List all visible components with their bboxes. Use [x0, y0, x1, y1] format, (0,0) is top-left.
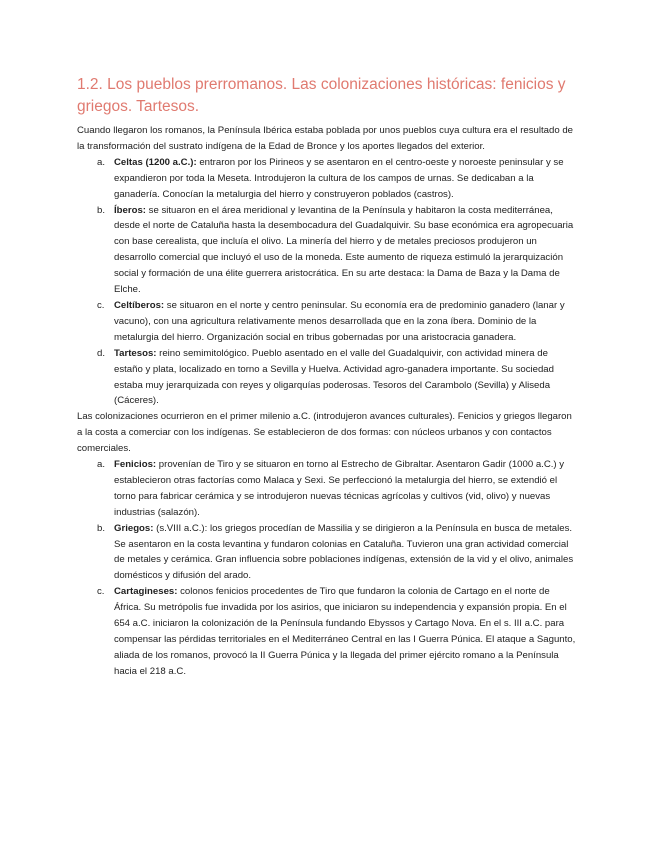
list-text: provenían de Tiro y se situaron en torno al Estrecho de Gibraltar. Asentaron Gadir (1000 a.C.) y establecieron otras factorías como Malaca y Sexi. Se perfeccionó la metalurgia del hierro, se extendió el torno para fabricar cerámica y se introdujeron nuevas técnicas agrícolas y cultivos (vid, olivo) y nuevas industrias (salazón).	[114, 459, 565, 518]
list-marker: d.	[97, 347, 106, 359]
peoples-list	[77, 155, 579, 410]
list-marker: a.	[97, 156, 106, 168]
list-text: reino semimitológico. Pueblo asentado en el valle del Guadalquivir, con actividad minera de estaño y plata, localizado en torno a Sevilla y Huelva. Actividad agro-ganadera importante. Su sociedad estaba muy jerarquizada con reyes y oligarquías poderosas. Tesoros del Carambolo (Sevilla) y Aliseda (Cáceres).	[114, 347, 554, 407]
list-marker: b.	[97, 522, 106, 534]
list-text: (s.VIII a.C.): los griegos procedían de Massilia y se dirigieron a la Península en busca de metales. Se asentaron en la costa levantina y fundaron colonias en Cataluña. Tuvieron una gran actividad comercial de metales y cerámica. Gran influencia sobre poblaciones indígenas, extensión de la vid y el olivo, animales domésticos y difusión del arado.	[114, 522, 574, 582]
document-body	[77, 123, 579, 680]
list-item	[77, 155, 579, 203]
list-marker: b.	[97, 204, 106, 216]
list-marker: c.	[97, 299, 105, 311]
colonizers-list	[77, 457, 579, 680]
list-text: entraron por los Pirineos y se asentaron en el centro-oeste y noroeste peninsular y se expandieron por toda la Meseta. Introdujeron la cultura de los campos de urnas. Se dedicaban a la ganadería. Conocían la metalurgia del hierro y construyeron poblados (castros).	[114, 156, 564, 200]
list-text: colonos fenicios procedentes de Tiro que fundaron la colonia de Cartago en el norte de África. Su metrópolis fue invadida por los asirios, que iniciaron su independencia y expansión propia. En el 654 a.C. iniciaron la colonización de la Península fundando Ebyssos y Cartago Nova. En el s. III a.C. para compensar las pérdidas territoriales en el Mediterráneo Central en las I Guerra Púnica. El ataque a Sagunto, aliada de los romanos, provocó la II Guerra Púnica y la llegada del primer ejército romano a la Península hacia el 218 a.C.	[114, 586, 576, 677]
list-item	[77, 457, 579, 521]
colonizations-paragraph: Las colonizaciones ocurrieron en el primer milenio a.C. (introdujeron avances culturales). Fenicios y griegos llegaron a la costa a comerciar con los indígenas. Se establecieron de dos formas: con núcleos urbanos y con contactos comerciales.	[77, 411, 572, 455]
list-marker: a.	[97, 459, 106, 471]
list-text: se situaron en el área meridional y levantina de la Península y habitaron la costa mediterránea, desde el norte de Cataluña hasta la desembocadura del Guadalquivir. Su base económica era agropecuaria con base cerealista, que incluía el olivo. La minería del hierro y de metales preciosos produjeron un desarrollo comercial que incluyó el uso de la moneda. Este aumento de riqueza estimuló la jerarquización social y formación de una élite guerrera aristocrática. En su arte destaca: la Dama de Baza y la Dama de Elche.	[114, 204, 574, 296]
list-text: se situaron en el norte y centro peninsular. Su economía era de predominio ganadero (lanar y vacuno), con una agricultura relativamente menos desarrollada que en la zona íbera. Dominio de la metalurgia del hierro. Organización social en tribus gobernadas por una aristocracia ganadera.	[114, 299, 565, 343]
list-term: Fenicios:	[114, 459, 157, 471]
list-item	[77, 298, 579, 346]
list-term: Íberos:	[114, 204, 146, 216]
list-item	[77, 203, 579, 298]
list-term: Celtas (1200 a.C.):	[114, 156, 197, 168]
list-term: Griegos:	[114, 522, 154, 534]
list-item	[77, 346, 579, 410]
list-term: Cartagineses:	[114, 586, 178, 598]
section-heading: 1.2. Los pueblos prerromanos. Las colonizaciones históricas: fenicios y griegos. Tartesos.	[77, 76, 566, 115]
list-term: Tartesos:	[114, 347, 157, 359]
list-term: Celtíberos:	[114, 299, 165, 311]
list-item	[77, 521, 579, 585]
list-item	[77, 584, 579, 679]
list-marker: c.	[97, 586, 105, 598]
intro-paragraph: Cuando llegaron los romanos, la Península Ibérica estaba poblada por unos pueblos cuya cultura era el resultado de la transformación del sustrato indígena de la Edad de Bronce y los aportes llegados del exterior.	[77, 125, 573, 152]
